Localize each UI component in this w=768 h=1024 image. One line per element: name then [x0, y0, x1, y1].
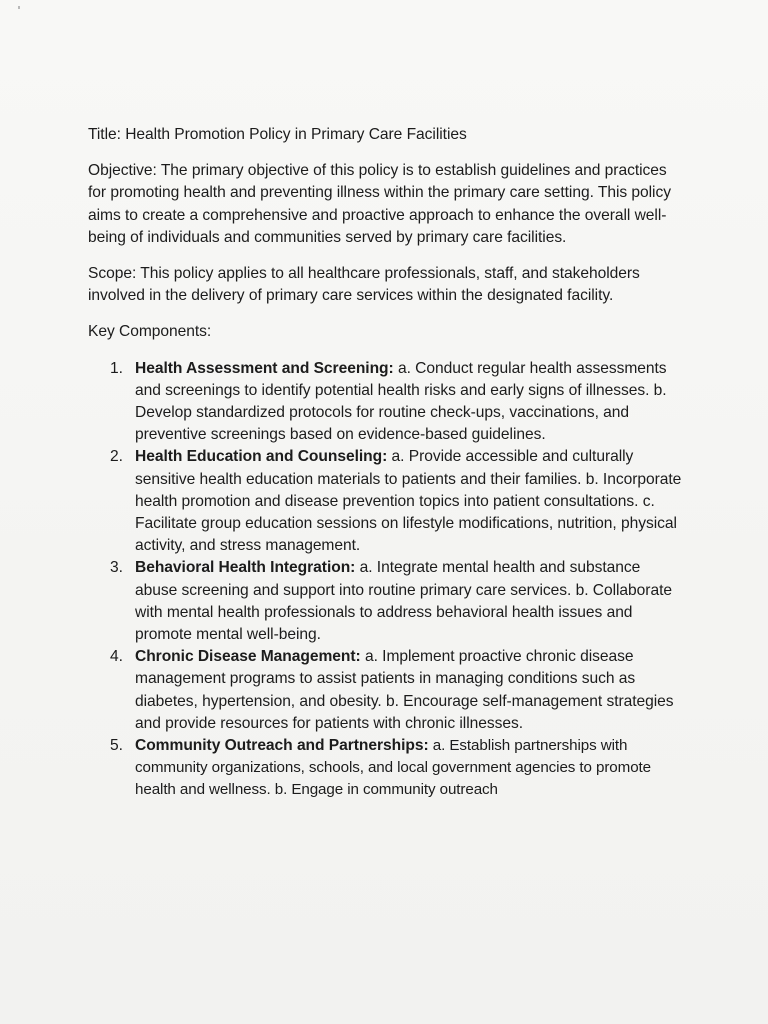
component-item-community-outreach: [88, 735, 686, 802]
component-item-chronic-disease: [88, 646, 686, 735]
component-item-behavioral-health: [88, 557, 686, 646]
component-name: Behavioral Health Integration:: [135, 559, 356, 577]
key-components-list: [88, 358, 686, 802]
component-number: 3.: [110, 559, 123, 577]
component-item-health-education: [88, 446, 686, 557]
component-text: a. Integrate mental health and substance abuse screening and support into routine primary care services. b. Collaborate with mental health professionals to address behavioral health issues and promote mental well-being.: [135, 559, 672, 644]
component-name: Health Assessment and Screening:: [135, 359, 394, 377]
document-body: [88, 124, 686, 802]
component-text: a. Conduct regular health assessments and screenings to identify potential health risks and early signs of illnesses. b. Develop standardized protocols for routine check-ups, vaccinations, and preventive screenings based on evidence-based guidelines.: [135, 359, 667, 444]
document-title: Title: Health Promotion Policy in Primary Care Facilities: [88, 126, 467, 143]
component-item-health-assessment: [88, 358, 686, 447]
component-name: Health Education and Counseling:: [135, 448, 388, 466]
scope-paragraph: Scope: This policy applies to all healthcare professionals, staff, and stakeholders involved in the delivery of primary care services within the designated facility.: [88, 265, 640, 305]
component-text: a. Provide accessible and culturally sensitive health education materials to patients and their families. b. Incorporate health promotion and disease prevention topics into patient consultations. c. Facilitate group education sessions on lifestyle modifications, nutrition, physical activity, and stress management.: [135, 448, 682, 555]
component-number: 5.: [110, 737, 123, 755]
scan-artifact: [18, 6, 20, 9]
component-number: 4.: [110, 648, 123, 666]
key-components-heading: Key Components:: [88, 323, 212, 341]
component-name: Community Outreach and Partnerships:: [135, 737, 429, 755]
component-number: 2.: [110, 448, 123, 466]
component-number: 1.: [110, 359, 123, 377]
component-name: Chronic Disease Management:: [135, 648, 361, 666]
objective-paragraph: Objective: The primary objective of this policy is to establish guidelines and practices for promoting health and preventing illness within the primary care setting. This policy aims to create a comprehensive and proactive approach to enhance the overall well-being of individuals and communities served by primary care facilities.: [88, 162, 671, 246]
component-text: a. Establish partnerships with community organizations, schools, and local government agencies to promote health and wellness. b. Engage in community outreach: [135, 737, 652, 799]
component-text: a. Implement proactive chronic disease management programs to assist patients in managing conditions such as diabetes, hypertension, and obesity. b. Encourage self-management strategies and provide resources for patients with chronic illnesses.: [135, 648, 674, 732]
